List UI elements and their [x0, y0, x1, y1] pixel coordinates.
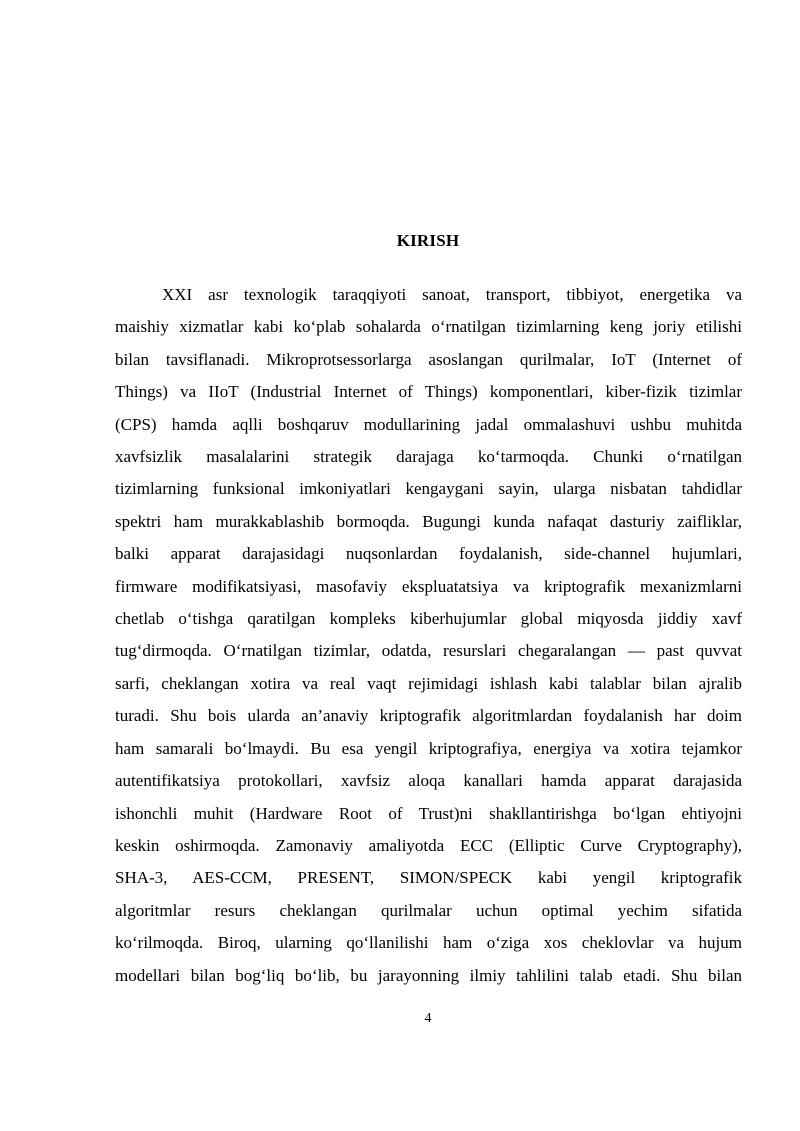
- paragraph-line: keskin oshirmoqda. Zamonaviy amaliyotda ECC (Elliptic Curve Cryptography),: [115, 835, 742, 855]
- paragraph-line: modellari bilan bog‘liq bo‘lib, bu jarayonning ilmiy tahlilini talab etadi. Shu bilan: [115, 965, 742, 985]
- paragraph-line: (CPS) hamda aqlli boshqaruv modullarining jadal ommalashuvi ushbu muhitda: [115, 414, 742, 434]
- paragraph-line: maishiy xizmatlar kabi ko‘plab sohalarda o‘rnatilgan tizimlarning keng joriy etilishi: [115, 317, 742, 337]
- paragraph-line: ham samarali bo‘lmaydi. Bu esa yengil kriptografiya, energiya va xotira tejamkor: [115, 738, 742, 758]
- paragraph-line: tug‘dirmoqda. O‘rnatilgan tizimlar, odatda, resurslari chegaralangan — past quvvat: [115, 641, 742, 661]
- paragraph-line: ko‘rilmoqda. Biroq, ularning qo‘llanilishi ham o‘ziga xos cheklovlar va hujum: [115, 933, 742, 953]
- paragraph-line: tizimlarning funksional imkoniyatlari kengaygani sayin, ularga nisbatan tahdidlar: [115, 479, 742, 499]
- paragraph-line: algoritmlar resurs cheklangan qurilmalar uchun optimal yechim sifatida: [115, 900, 742, 920]
- paragraph-line: Things) va IIoT (Industrial Internet of Things) komponentlari, kiber-fizik tizimlar: [115, 382, 742, 402]
- paragraph-line: XXI asr texnologik taraqqiyoti sanoat, transport, tibbiyot, energetika va: [162, 285, 742, 304]
- paragraph-line: balki apparat darajasidagi nuqsonlardan foydalanish, side-channel hujumlari,: [115, 544, 742, 564]
- paragraph-line: bilan tavsiflanadi. Mikroprotsessorlarga asoslangan qurilmalar, IoT (Internet of: [115, 349, 742, 369]
- paragraph-line: firmware modifikatsiyasi, masofaviy ekspluatatsiya va kriptografik mexanizmlarni: [115, 576, 742, 596]
- paragraph-line: sarfi, cheklangan xotira va real vaqt rejimidagi ishlash kabi talablar bilan ajralib: [115, 673, 742, 693]
- paragraph-line: xavfsizlik masalalarini strategik darajaga ko‘tarmoqda. Chunki o‘rnatilgan: [115, 447, 742, 467]
- paragraph-line: autentifikatsiya protokollari, xavfsiz aloqa kanallari hamda apparat darajasida: [115, 771, 742, 791]
- paragraph-line: SHA-3, AES-CCM, PRESENT, SIMON/SPECK kabi yengil kriptografik: [115, 868, 742, 888]
- body-paragraph: [115, 279, 742, 992]
- paragraph-line: spektri ham murakkablashib bormoqda. Bugungi kunda nafaqat dasturiy zaifliklar,: [115, 511, 742, 531]
- paragraph-line: chetlab o‘tishga qaratilgan kompleks kiberhujumlar global miqyosda jiddiy xavf: [115, 609, 742, 629]
- page-number: 4: [424, 1011, 432, 1026]
- paragraph-line: ishonchli muhit (Hardware Root of Trust)ni shakllantirishga bo‘lgan ehtiyojni: [115, 803, 742, 823]
- section-heading: KIRISH: [396, 231, 460, 250]
- paragraph-line: turadi. Shu bois ularda an’anaviy kriptografik algoritmlardan foydalanish har doim: [115, 706, 742, 726]
